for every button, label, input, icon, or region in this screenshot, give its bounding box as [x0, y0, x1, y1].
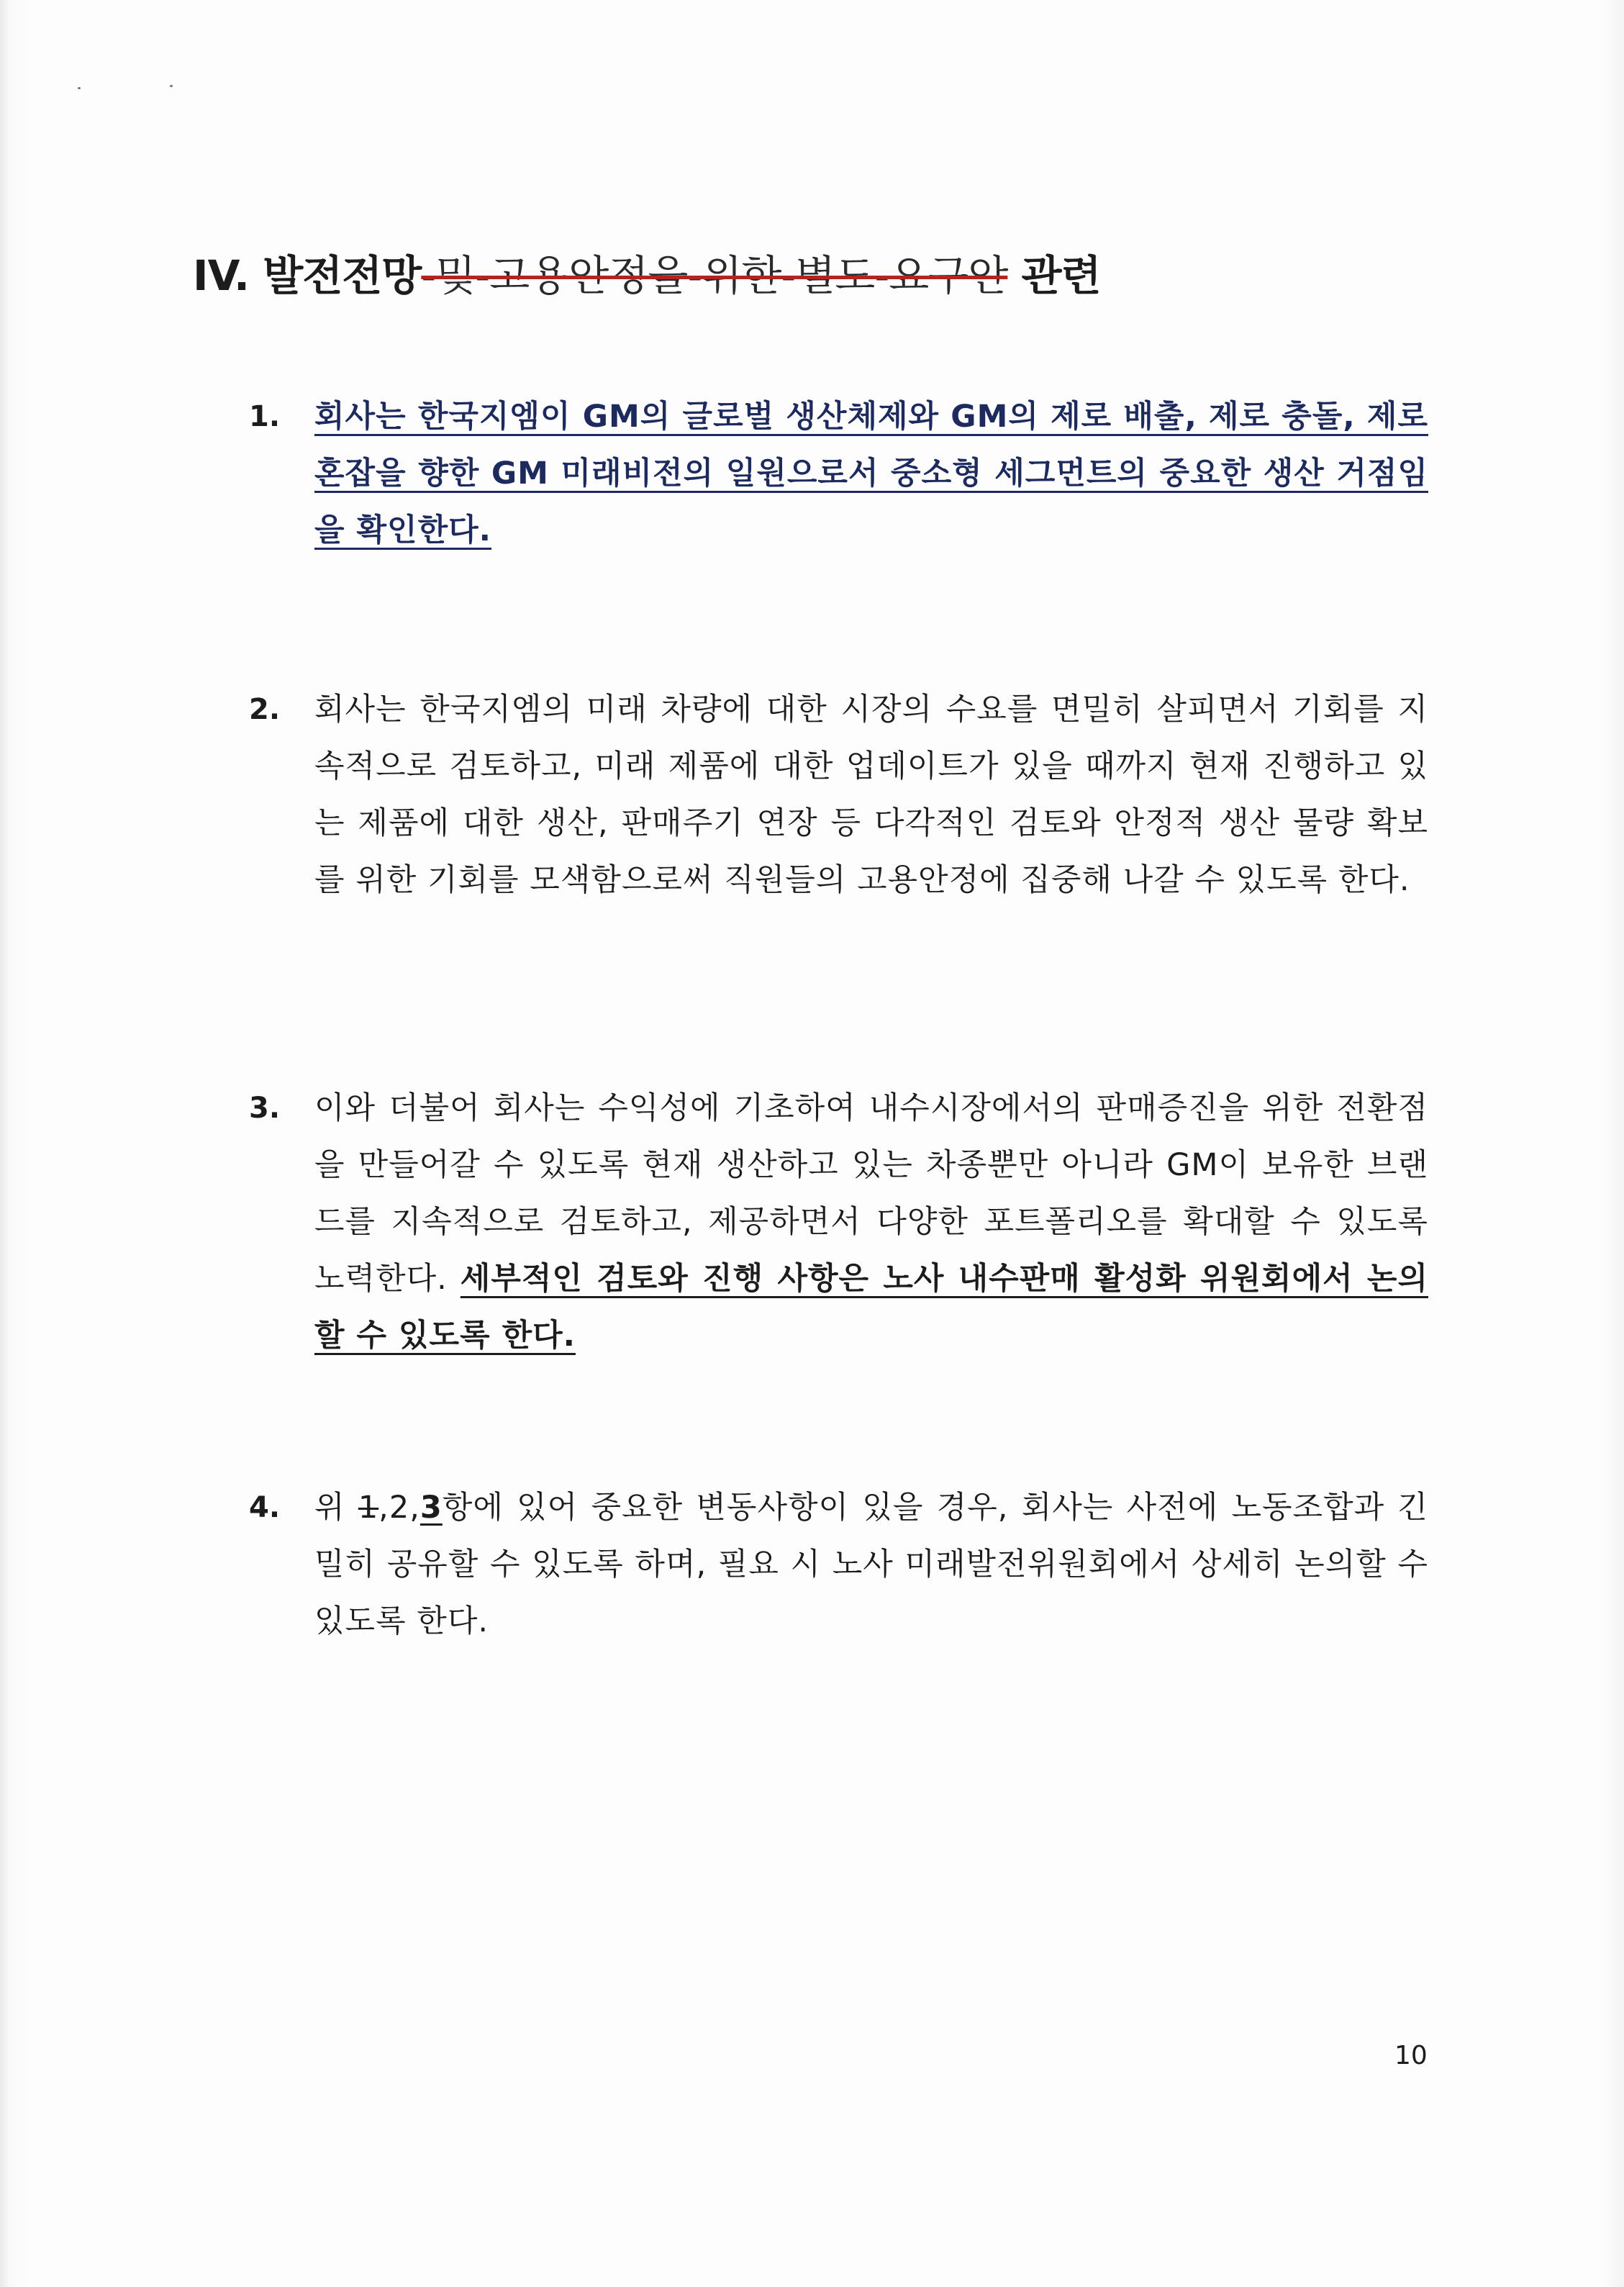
item-text [314, 1080, 1428, 1364]
item-4-struck-ref: 1 [358, 1490, 379, 1526]
item-4-text-post: 항에 있어 중요한 변동사항이 있을 경우, 회사는 사전에 노동조합과 긴밀히 공유할 수 있도록 하며, 필요 시 노사 미래발전위원회에서 상세히 논의할 수 있도록 한다. [314, 1490, 1428, 1639]
scan-speck [170, 85, 173, 87]
item-number: 4. [249, 1491, 281, 1524]
section-heading [193, 243, 1101, 308]
heading-struck-text: -및-고용안정을-위한-별도-요구안 [421, 251, 1008, 300]
item-1-underlined-text: 회사는 한국지엠이 GM의 글로벌 생산체제와 GM의 제로 배출, 제로 충돌, 제로 혼잡을 향한 GM 미래비전의 일원으로서 중소형 세그먼트의 중요한 생산 거점임을 확인한다. [314, 399, 1428, 548]
heading-title: IV. 발전전망 [193, 251, 422, 300]
item-text: 회사는 한국지엠의 미래 차량에 대한 시장의 수요를 면밀히 살피면서 기회를 지속적으로 검토하고, 미래 제품에 대한 업데이트가 있을 때까지 현재 진행하고 있는 제품에 대한 생산, 판매주기 연장 등 다각적인 검토와 안정적 생산 물량 확보를 위한 기회를 모색함으로써 직원들의 고용안정에 집중해 나갈 수 있도록 한다. [314, 692, 1428, 898]
item-4-ref-mid: ,2, [378, 1490, 420, 1526]
item-4-underlined-ref: 3 [419, 1490, 443, 1526]
item-4-text-pre: 위 [314, 1490, 358, 1526]
item-text [314, 389, 1428, 559]
item-text [314, 1480, 1428, 1650]
scan-speck [78, 87, 81, 89]
item-number: 2. [249, 693, 281, 726]
item-3-underlined-text: 세부적인 검토와 진행 사항은 노사 내수판매 활성화 위원회에서 논의할 수 있도록 한다. [314, 1261, 1428, 1354]
page-number: 10 [1394, 2041, 1428, 2070]
heading-suffix: 관련 [1007, 251, 1101, 300]
item-number: 3. [249, 1092, 281, 1125]
item-number: 1. [249, 400, 281, 433]
item-3-text: 이와 더불어 회사는 수익성에 기초하여 내수시장에서의 판매증진을 위한 전환점을 만들어갈 수 있도록 현재 생산하고 있는 차종뿐만 아니라 GM이 보유한 브랜드를 지속적으로 검토하고, 제공하면서 다양한 포트폴리오를 확대할 수 있도록 노력한다. [314, 1090, 1428, 1297]
